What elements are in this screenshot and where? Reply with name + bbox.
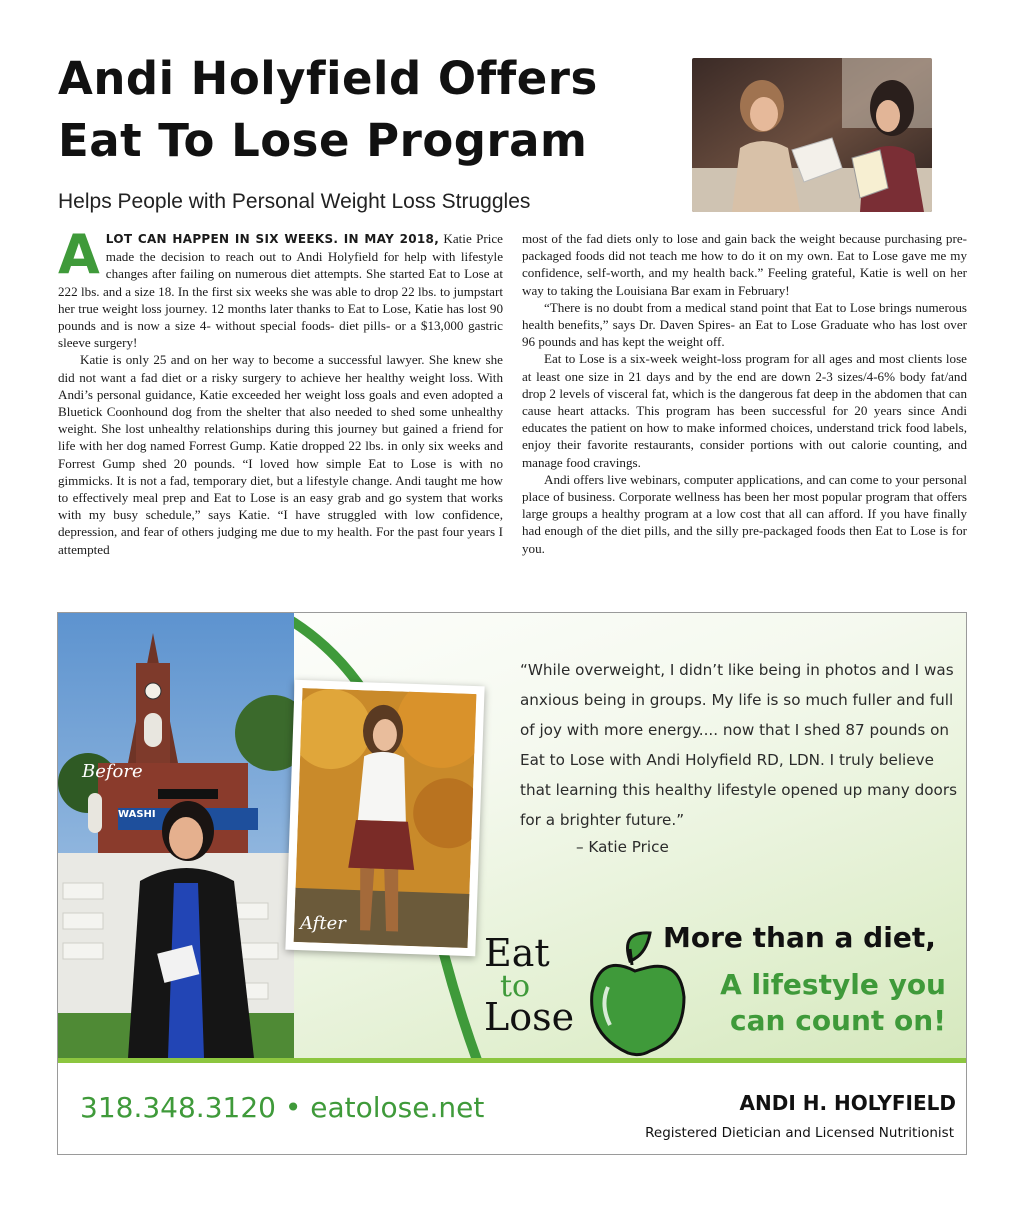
after-photo bbox=[294, 688, 477, 948]
before-photo bbox=[58, 613, 294, 1058]
advertisement bbox=[57, 612, 967, 1155]
tagline-primary: More than a diet, bbox=[663, 921, 936, 954]
article-photo bbox=[692, 58, 932, 212]
testimonial-attribution: – Katie Price bbox=[576, 838, 669, 856]
eat-to-lose-logo bbox=[480, 931, 680, 1071]
article-subheadline: Helps People with Personal Weight Loss Struggles bbox=[58, 190, 531, 213]
article-column-1 bbox=[58, 223, 503, 558]
testimonial-quote: “While overweight, I didn’t like being in photos and I was anxious being in groups. My life is so much fuller and full of joy with more energy.... now that I shed 87 pounds on Eat to Lose with Andi Holyfield RD, LDN. I truly believe that learning this healthy lifestyle opened up many doors for a brighter future.” bbox=[520, 661, 957, 829]
article-paragraph-4: “There is no doubt from a medical stand point that Eat to Lose brings numerous health benefits,” says Dr. Daven Spires- an Eat to Lose Graduate who has lost over 96 pounds and has kept the weight off. bbox=[522, 299, 967, 350]
tagline-secondary: A lifestyle you can count on! bbox=[720, 968, 946, 1037]
headline-line-1: Andi Holyfield Offers bbox=[58, 52, 598, 105]
article-column-2 bbox=[522, 230, 967, 557]
before-label: Before bbox=[82, 761, 143, 782]
article-paragraph-6: Andi offers live webinars, computer applications, and can come to your personal place of business. Corporate wellness has been her most popular program that offers large groups a healthy program at a low cost that all can afford. If you have finally had enough of the diet pills, and the silly pre-packaged foods then Eat to Lose is for you. bbox=[522, 471, 967, 556]
paragraph-1-text: Katie Price made the decision to reach out to Andi Holyfield for help with lifestyle changes after failing on numerous diet attempts. She started Eat to Lose at 222 lbs. and a size 18. In the first six weeks she was able to drop 22 lbs. to jumpstart her true weight loss journey. 12 months later thanks to Eat to Lose, Katie has lost 90 pounds and is now a size 4- without special foods- diet pills- or a $13,000 gastric sleeve surgery! bbox=[58, 231, 503, 351]
logo-eat-text: Eat bbox=[484, 931, 550, 975]
logo-to-text: to bbox=[500, 969, 531, 1004]
lead-in-caps: LOT CAN HAPPEN IN SIX WEEKS. IN MAY 2018, bbox=[105, 232, 440, 246]
article-paragraph-5: Eat to Lose is a six-week weight-loss program for all ages and most clients lose at least one size in 21 days and by the end are down 2-3 sizes/4-6% body fat/and drop 2 levels of visceral fat, which is the dangerous fat deep in the abdomen that can cause heart attacks. This program has been successful for 20 years since Andi educates the patient on how to make informed choices, understand trick food labels, enjoy their favorite restaurants, consider portions with out calorie counting, and manage food cravings. bbox=[522, 351, 967, 470]
drop-cap: A bbox=[58, 223, 100, 286]
practitioner-name: ANDI H. HOLYFIELD bbox=[739, 1091, 956, 1115]
contact-phone-web: 318.348.3120 • eatolose.net bbox=[80, 1091, 485, 1124]
headline-line-2: Eat To Lose Program bbox=[58, 114, 588, 167]
banner-text: WASHI bbox=[118, 809, 156, 820]
article-paragraph-lead bbox=[58, 223, 503, 351]
article-paragraph-2: Katie is only 25 and on her way to become a successful lawyer. She knew she did not want a fad diet or a risky surgery to achieve her healthy weight loss. With Andi’s personal guidance, Katie exceeded her weight loss goals and even adopted a Bluetick Coonhound dog from the shelter that also needed to shed some unhealthy weight. She lost unhealthy relationships during this journey but gained a friend for life with her dog named Forrest Gump. Katie dropped 22 lbs. in only six weeks and Forrest Gump shed 20 pounds. “I loved how simple Eat to Lose is with no gimmicks. It is not a fad, temporary diet, but a lifestyle change. Andi taught me how to effectively meal prep and Eat to Lose is an easy grab and go system that works with my busy schedule,” says Katie. “I have struggled with low confidence, depression, and fear of others judging me due to my health. For the past four years I attempted bbox=[58, 352, 503, 557]
logo-lose-text: Lose bbox=[484, 995, 575, 1039]
article-headline bbox=[58, 48, 678, 172]
ad-footer bbox=[58, 1063, 966, 1155]
after-label: After bbox=[300, 913, 346, 934]
practitioner-credentials: Registered Dietician and Licensed Nutritionist bbox=[645, 1125, 954, 1141]
article-paragraph-3: most of the fad diets only to lose and gain back the weight because purchasing pre-packaged foods did not teach me how to do it on my own. Eat to Lose gave me my confidence, self-worth, and my health back.” Feeling grateful, Katie is well on her way to taking the Louisiana Bar exam in February! bbox=[522, 231, 967, 298]
